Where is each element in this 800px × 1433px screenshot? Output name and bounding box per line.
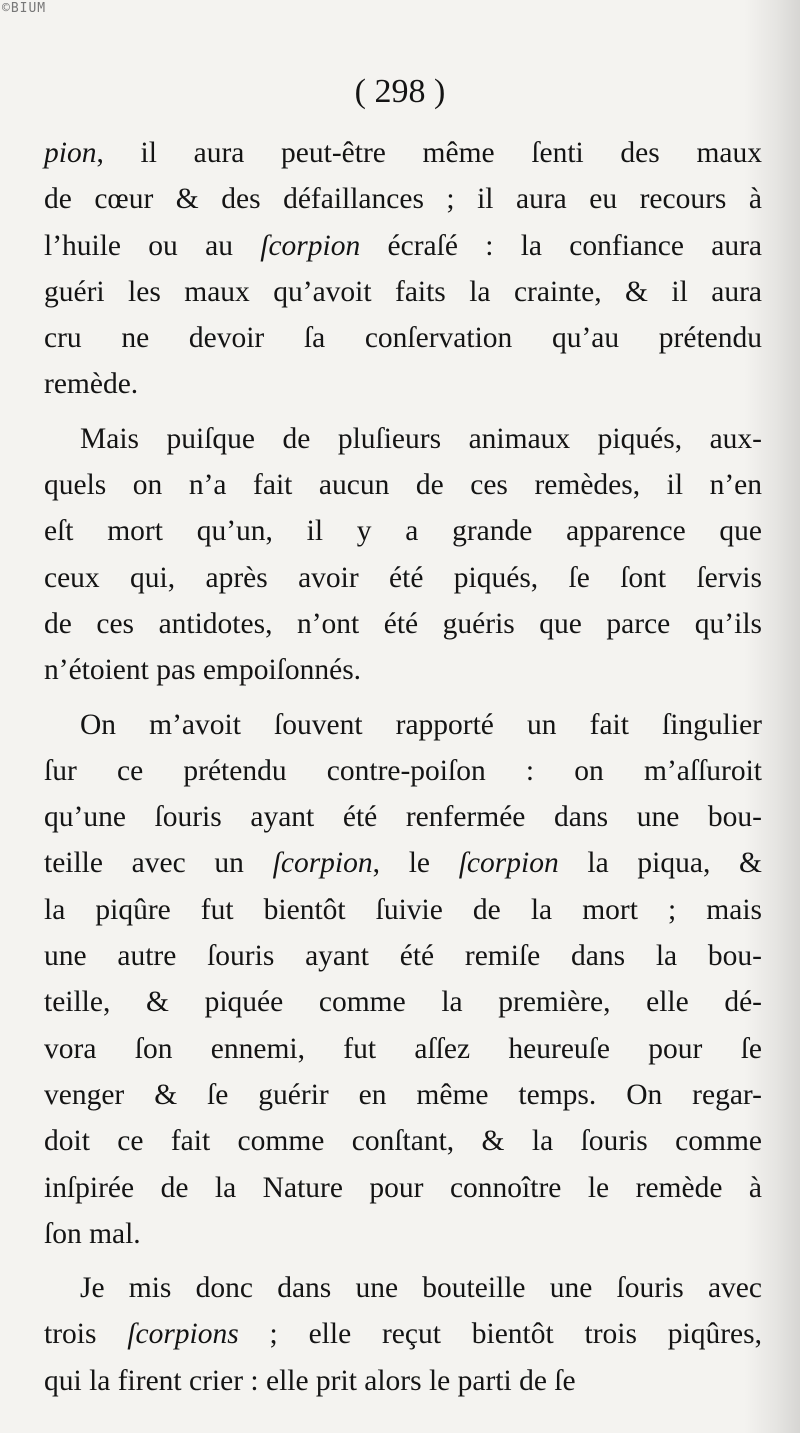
- text-line: [44, 176, 762, 222]
- text-run: On m’avoit ſouvent rapporté un fait ſingulier: [80, 708, 762, 741]
- page-number: ( 298 ): [354, 73, 446, 110]
- text-line: [44, 601, 762, 647]
- italic-text: ſcorpion: [260, 229, 361, 262]
- text-run: Mais puiſque de pluſieurs animaux piqués, aux-: [80, 422, 762, 455]
- text-line: [44, 702, 762, 748]
- watermark: ©BIUM: [2, 1, 47, 16]
- text-run: guéri les maux qu’avoit faits la crainte, & il aura: [44, 275, 762, 308]
- text-line: [44, 979, 762, 1025]
- text-line: [44, 1265, 762, 1311]
- text-run: quels on n’a fait aucun de ces remèdes, il n’en: [44, 469, 762, 502]
- paragraph-gap: [44, 1257, 762, 1265]
- text-line: [44, 361, 762, 407]
- text-line: [44, 933, 762, 979]
- text-run: qu’une ſouris ayant été renfermée dans une bou-: [44, 801, 762, 834]
- text-line: [44, 1072, 762, 1118]
- text-run: remède.: [44, 368, 139, 401]
- paragraph: [44, 416, 762, 694]
- text-run: inſpirée de la Nature pour connoître le remède à: [44, 1171, 762, 1204]
- text-run: doit ce fait comme conſtant, & la ſouris comme: [44, 1125, 762, 1158]
- text-run: , il aura peut-être même ſenti des maux: [96, 137, 762, 169]
- text-line: [44, 887, 762, 933]
- text-run: cru ne devoir ſa conſervation qu’au prétendu: [44, 322, 762, 355]
- text-line: [44, 416, 762, 462]
- text-line: [44, 315, 762, 361]
- text-run: une autre ſouris ayant été remiſe dans la bou-: [44, 940, 762, 973]
- text-line: [44, 647, 762, 693]
- text-run: la piqûre fut bientôt ſuivie de la mort ; mais: [44, 893, 762, 926]
- text-run: de ces antidotes, n’ont été guéris que parce qu’ils: [44, 607, 762, 640]
- text-line: [44, 1311, 762, 1357]
- body-text: [44, 130, 762, 1404]
- text-line: [44, 223, 762, 269]
- text-run: teille, & piquée comme la première, elle dé-: [44, 986, 762, 1019]
- text-run: teille avec un: [44, 847, 273, 880]
- text-run: l’huile ou au: [44, 229, 261, 262]
- text-line: [44, 1165, 762, 1211]
- text-run: de cœur & des défaillances ; il aura eu recours à: [44, 183, 762, 216]
- text-line: [44, 840, 762, 886]
- text-line: [44, 555, 762, 601]
- text-line: [44, 794, 762, 840]
- text-line: [44, 130, 762, 176]
- paragraph: [44, 702, 762, 1258]
- text-run: ceux qui, après avoir été piqués, ſe ſont ſervis: [44, 561, 762, 594]
- italic-text: ſcorpion: [458, 847, 559, 880]
- paragraph: [44, 1265, 762, 1404]
- text-line: [44, 748, 762, 794]
- text-run: trois: [44, 1318, 128, 1351]
- text-run: ; elle reçut bientôt trois piqûres,: [238, 1318, 763, 1351]
- text-line: [44, 462, 762, 508]
- text-run: Je mis donc dans une bouteille une ſouris avec: [80, 1272, 762, 1305]
- text-run: ſon mal.: [44, 1217, 141, 1250]
- text-run: ſur ce prétendu contre-poiſon : on m’aſſuroit: [44, 754, 762, 787]
- text-line: [44, 269, 762, 315]
- text-run: venger & ſe guérir en même temps. On regar-: [44, 1078, 762, 1111]
- text-run: qui la firent crier : elle prit alors le parti de ſe: [44, 1364, 576, 1397]
- text-run: eſt mort qu’un, il y a grande apparence que: [44, 515, 762, 548]
- text-line: [44, 1026, 762, 1072]
- paragraph: [44, 130, 762, 408]
- text-run: n’étoient pas empoiſonnés.: [44, 654, 362, 687]
- text-line: [44, 1118, 762, 1164]
- text-run: écraſé : la confiance aura: [360, 229, 762, 262]
- paragraph-gap: [44, 408, 762, 416]
- italic-text: ſcorpion: [272, 847, 373, 880]
- paragraph-gap: [44, 694, 762, 702]
- italic-text: ſcorpions: [127, 1318, 239, 1351]
- text-line: [44, 1211, 762, 1257]
- text-line: [44, 508, 762, 554]
- text-line: [44, 1358, 762, 1404]
- text-run: , le: [372, 847, 459, 880]
- italic-text: pion: [44, 137, 97, 169]
- text-run: la piqua, &: [558, 847, 762, 880]
- text-run: vora ſon ennemi, fut aſſez heureuſe pour ſe: [44, 1032, 762, 1065]
